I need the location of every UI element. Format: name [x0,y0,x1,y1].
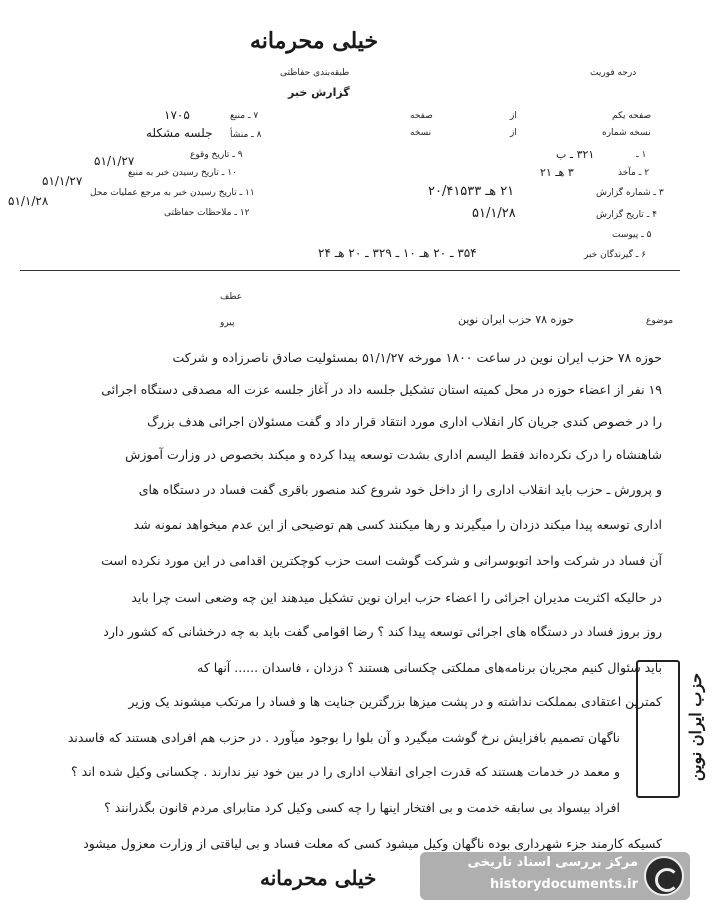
meta-left-label: ۸ ـ منشأ [230,130,262,140]
body-line: کسیکه کارمند جزء شهرداری بوده ناگهان وکیل میشود کسی که معلت فساد و بی لیاقتی از وزارت معزول میشود [83,836,662,851]
meta-right-value: ۳ هـ ۲۱ [540,166,574,179]
meta-right-label: ۶ ـ گیرندگان خبر [584,250,647,260]
priority-label: درجه فوریت [590,68,637,78]
body-line: افراد بیسواد بی سابقه خدمت و بی افتخار اینها را چه کسی وکیل کرد متابرای مردم قانون بگذرانند ؟ [104,800,620,815]
meta-right-label: ۴ ـ تاریخ گزارش [596,210,658,220]
meta-left-label: ۹ ـ تاریخ وقوع [190,150,243,160]
meta-left-value: ۱۷۰۵ [164,108,190,122]
meta-right-label: ۳ ـ شماره گزارش [596,188,664,198]
meta-right-label: نسخه شماره [602,128,651,138]
meta-left-value: ۵۱/۱/۲۸ [8,194,49,208]
meta-left-label: ۱۱ ـ تاریخ رسیدن خبر به مرجع عملیات محل [90,188,255,198]
body-line: اداری توسعه پیدا میکند دزدان را میگیرند و رها میکنند کسی هم توضیحی از این عدم میخواهد نمونه شد [133,517,662,532]
body-line: و معمد در خدمات هستند که قدرت اجرای انقلاب اداری را در بین خود نیز ندارند . چکسانی وکیل شده اند ؟ [71,764,620,779]
classification-handwriting-top: خیلی محرمانه [250,28,379,54]
subject-value: حوزه ۷۸ حزب ایران نوین [458,313,575,326]
body-line: در حالیکه اکثریت مدیران اجرائی را اعضاء حزب ایران نوین تشکیل میدهند این چه وضعی است چرا باید [131,590,662,605]
meta-right-value: ۲۱ هـ ۲۰/۴۱۵۳۳ [428,184,515,199]
watermark-title: مرکز بررسی اسناد تاریخی [467,855,638,870]
subject-side-bottom: پیرو [220,318,235,328]
stamp-text: حزب ایران نوین [686,672,705,782]
meta-right-value: از [510,111,517,121]
meta-left-value: ۵۱/۱/۲۷ [94,154,135,168]
meta-right-extra: نسخه [410,128,432,138]
subject-side-top: عطف [220,292,243,302]
subject-label: موضوع [646,316,674,326]
meta-right-label: ۵ ـ پیوست [612,230,652,240]
meta-right-label: صفحه یکم [612,111,652,121]
meta-left-label: ۷ ـ منبع [230,111,259,121]
body-line: را در خصوص کندی جریان کار انقلاب اداری مورد انتقاد قرار داد و گفت مسئولان اجرائی هدف بزرگ [147,414,662,429]
meta-right-value: از [510,128,517,138]
classification-handwriting-bottom: خیلی محرمانه [260,866,377,890]
meta-right-value: ۳۵۴ ـ ۲۰ هـ ۱۰ ـ ۳۲۹ ـ ۲۰ هـ ۲۴ [318,246,477,260]
party-stamp [636,660,705,798]
body-line: و پرورش ـ حزب باید انقلاب اداری را از داخل خود شروع کند منصور باقری گفت فساد در دستگاه های [138,482,662,497]
meta-left-value: جلسه مشکله [146,126,213,140]
body-line: شاهنشاه را درک نکرده‌اند فقط الیسم اداری بشدت توسعه پیدا کرده و میکند بخصوص در وزارت آموزش [125,447,662,462]
body-line: آن فساد در شرکت واحد اتوبوسرانی و شرکت گوشت است حزب کوچکترین اقدامی در این مورد نکرده است [101,553,662,568]
body-line: ناگهان تصمیم بافزایش نرخ گوشت میگیرد و آن بلوا را بوجود میآورد . در حزب هم افرادی هستند که فاسدند [67,730,620,745]
header-divider [20,270,680,271]
archive-watermark [420,852,690,900]
archive-logo-icon [644,856,684,896]
body-line: حوزه ۷۸ حزب ایران نوین در ساعت ۱۸۰۰ مورخه ۵۱/۱/۲۷ بمسئولیت صادق ناصرزاده و شرکت [172,350,662,365]
report-title: گزارش خبر [288,86,350,99]
meta-right-value: ۳۲۱ ـ ب [556,148,595,161]
classification-label: طبقه‌بندی حفاظتی [280,68,350,78]
meta-right-extra: صفحه [410,111,433,121]
body-line: کمترین اعتقادی بمملکت نداشته و در پشت میزها بزرگترین جنایت ها و فساد را مرتکب میشوند یک وزیر [128,694,662,709]
watermark-url: historydocuments.ir [489,877,638,892]
meta-right-value: ۵۱/۱/۲۸ [472,206,516,221]
meta-left-value: ۵۱/۱/۲۷ [42,174,83,188]
meta-right-label: ۲ ـ مآخذ [618,168,650,178]
meta-left-label: ۱۲ ـ ملاحظات حفاظتی [164,208,250,218]
meta-right-label: ۱ ـ [636,150,647,160]
body-line: باید سئوال کنیم مجریان برنامه‌های مملکتی چکسانی هستند ؟ دزدان ، فاسدان ...... آنها که [197,660,662,675]
body-line: روز بروز فساد در دستگاه های اجرائی توسعه پیدا کند ؟ رضا اقوامی گفت باید به چه درخشانی که کشور دارد [103,624,662,639]
body-line: ۱۹ نفر از اعضاء حوزه در محل کمیته استان تشکیل جلسه داد در آغاز جلسه عزت اله مصدقی دستگاه اجرائی [101,382,662,397]
meta-left-label: ۱۰ ـ تاریخ رسیدن خبر به منبع [128,168,237,178]
